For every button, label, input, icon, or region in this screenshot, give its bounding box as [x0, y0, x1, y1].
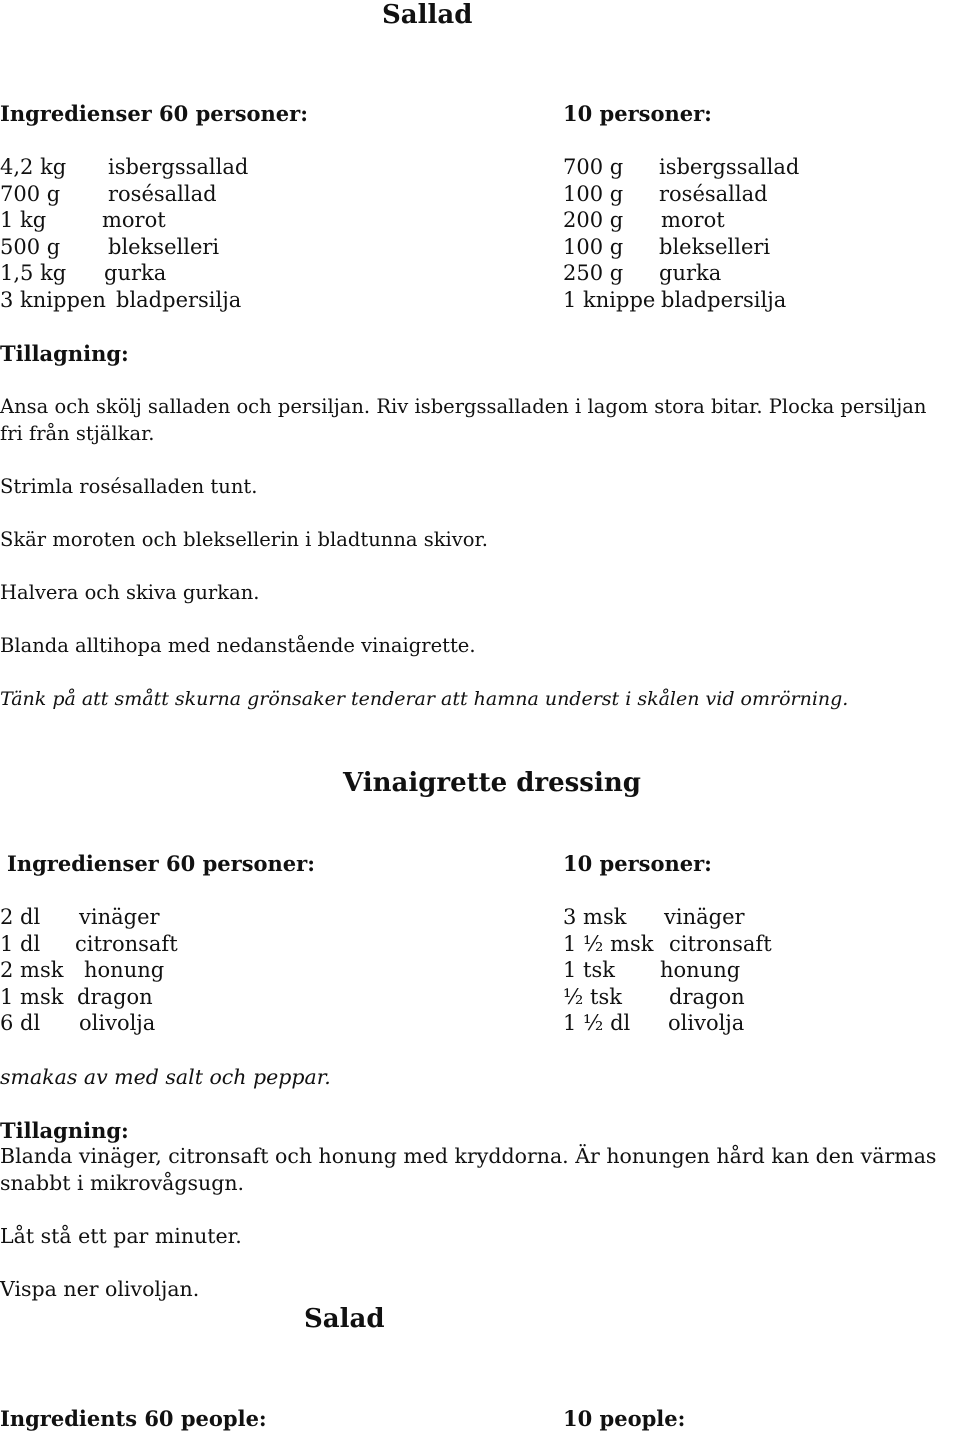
dressing-step: Vispa ner olivoljan. — [0, 1277, 200, 1301]
prep-step: Blanda alltihopa med nedanstående vinaigrette. — [0, 634, 476, 657]
ingredient-name: blekselleri — [659, 234, 771, 259]
ingredient-qty: 3 msk — [563, 905, 627, 929]
dressing-ingredients-header-10: 10 personer: — [563, 851, 712, 876]
page-title: Sallad — [382, 0, 473, 30]
ingredient-qty: 700 g — [563, 155, 624, 179]
ingredient-row — [563, 984, 953, 1011]
ingredient-qty: 1 kg — [0, 208, 47, 232]
ingredient-row — [0, 260, 420, 287]
ingredient-qty: 1 ½ dl — [563, 1011, 631, 1035]
ingredient-name: isbergssallad — [108, 155, 249, 179]
ingredient-qty: 4,2 kg — [0, 155, 67, 179]
dressing-prep-heading: Tillagning: — [0, 1118, 129, 1143]
ingredient-row — [563, 181, 953, 208]
ingredient-qty: 1 tsk — [563, 958, 615, 982]
ingredient-qty: 1 msk — [0, 984, 64, 1009]
ingredient-qty: 100 g — [563, 181, 624, 206]
ingredient-qty: 200 g — [563, 208, 624, 232]
dressing-step: snabbt i mikrovågsugn. — [0, 1171, 245, 1195]
ingredient-name: honung — [660, 958, 741, 982]
ingredient-row — [563, 931, 953, 958]
ingredient-name: vinäger — [79, 905, 160, 929]
ingredient-qty: 100 g — [563, 234, 624, 259]
ingredient-name: citronsaft — [75, 931, 178, 956]
ingredients-header-10: 10 personer: — [563, 101, 712, 126]
ingredient-name: vinäger — [664, 905, 745, 929]
dressing-ingredients-header-60: Ingredienser 60 personer: — [7, 851, 315, 876]
ingredient-row — [563, 1010, 953, 1037]
ingredient-row — [563, 207, 953, 234]
ingredient-row — [563, 957, 953, 984]
ingredient-name: gurka — [659, 261, 722, 285]
ingredient-name: isbergssallad — [659, 155, 800, 179]
ingredient-name: gurka — [104, 261, 167, 285]
prep-step: Halvera och skiva gurkan. — [0, 581, 260, 604]
ingredient-row — [0, 234, 420, 261]
dressing-step: Låt stå ett par minuter. — [0, 1224, 242, 1248]
ingredient-list-60 — [0, 154, 420, 313]
ingredient-qty: 3 knippen — [0, 287, 106, 312]
prep-step: Skär moroten och bleksellerin i bladtunna skivor. — [0, 528, 488, 551]
ingredient-qty: 2 msk — [0, 958, 64, 982]
prep-heading: Tillagning: — [0, 341, 129, 366]
ingredient-qty: 1 knippe — [563, 287, 656, 312]
ingredient-row — [0, 984, 420, 1011]
ingredient-name: dragon — [669, 984, 745, 1009]
ingredient-name: olivolja — [668, 1011, 745, 1035]
prep-tip: Tänk på att smått skurna grönsaker tenderar att hamna underst i skålen vid omrörning. — [0, 688, 849, 710]
ingredient-qty: 6 dl — [0, 1011, 41, 1035]
ingredient-name: citronsaft — [669, 931, 772, 956]
ingredient-qty: ½ tsk — [563, 984, 622, 1009]
ingredient-row — [0, 207, 420, 234]
ingredient-qty: 2 dl — [0, 905, 41, 929]
ingredient-row — [563, 260, 953, 287]
ingredient-name: rosésallad — [108, 181, 217, 206]
ingredient-row — [563, 154, 953, 181]
ingredients-header-60: Ingredienser 60 personer: — [0, 101, 308, 126]
dressing-ingredient-list-60 — [0, 904, 420, 1037]
ingredient-row — [0, 904, 420, 931]
seasoning-note: smakas av med salt och peppar. — [0, 1065, 331, 1089]
ingredient-qty: 500 g — [0, 234, 61, 259]
ingredients-header-10-en: 10 people: — [563, 1406, 686, 1431]
ingredient-row — [563, 904, 953, 931]
ingredient-qty: 1,5 kg — [0, 261, 67, 285]
ingredient-name: blekselleri — [108, 234, 220, 259]
dressing-ingredient-list-10 — [563, 904, 953, 1037]
ingredient-name: bladpersilja — [116, 287, 242, 312]
ingredient-name: rosésallad — [659, 181, 768, 206]
ingredient-row — [0, 957, 420, 984]
dressing-step: Blanda vinäger, citronsaft och honung med kryddorna. Är honungen hård kan den värmas — [0, 1144, 937, 1168]
ingredient-qty: 250 g — [563, 261, 624, 285]
prep-step: Strimla rosésalladen tunt. — [0, 475, 258, 498]
ingredients-header-60-en: Ingredients 60 people: — [0, 1406, 267, 1431]
ingredient-name: honung — [84, 958, 165, 982]
ingredient-name: olivolja — [79, 1011, 156, 1035]
ingredient-row — [0, 181, 420, 208]
ingredient-name: dragon — [77, 984, 153, 1009]
ingredient-row — [563, 234, 953, 261]
ingredient-row — [0, 154, 420, 181]
ingredient-row — [563, 287, 953, 314]
ingredient-qty: 1 ½ msk — [563, 931, 654, 956]
ingredient-row — [0, 931, 420, 958]
ingredient-qty: 700 g — [0, 181, 61, 206]
ingredient-name: morot — [661, 208, 725, 232]
ingredient-qty: 1 dl — [0, 931, 41, 956]
ingredient-row — [0, 1010, 420, 1037]
ingredient-row — [0, 287, 420, 314]
ingredient-name: bladpersilja — [661, 287, 787, 312]
prep-step: Ansa och skölj salladen och persiljan. Riv isbergssalladen i lagom stora bitar. Plocka persiljan — [0, 395, 927, 418]
prep-step: fri från stjälkar. — [0, 422, 155, 445]
section-title-en: Salad — [304, 1304, 385, 1334]
ingredient-list-10 — [563, 154, 953, 313]
section-title: Vinaigrette dressing — [343, 768, 641, 798]
ingredient-name: morot — [102, 208, 166, 232]
